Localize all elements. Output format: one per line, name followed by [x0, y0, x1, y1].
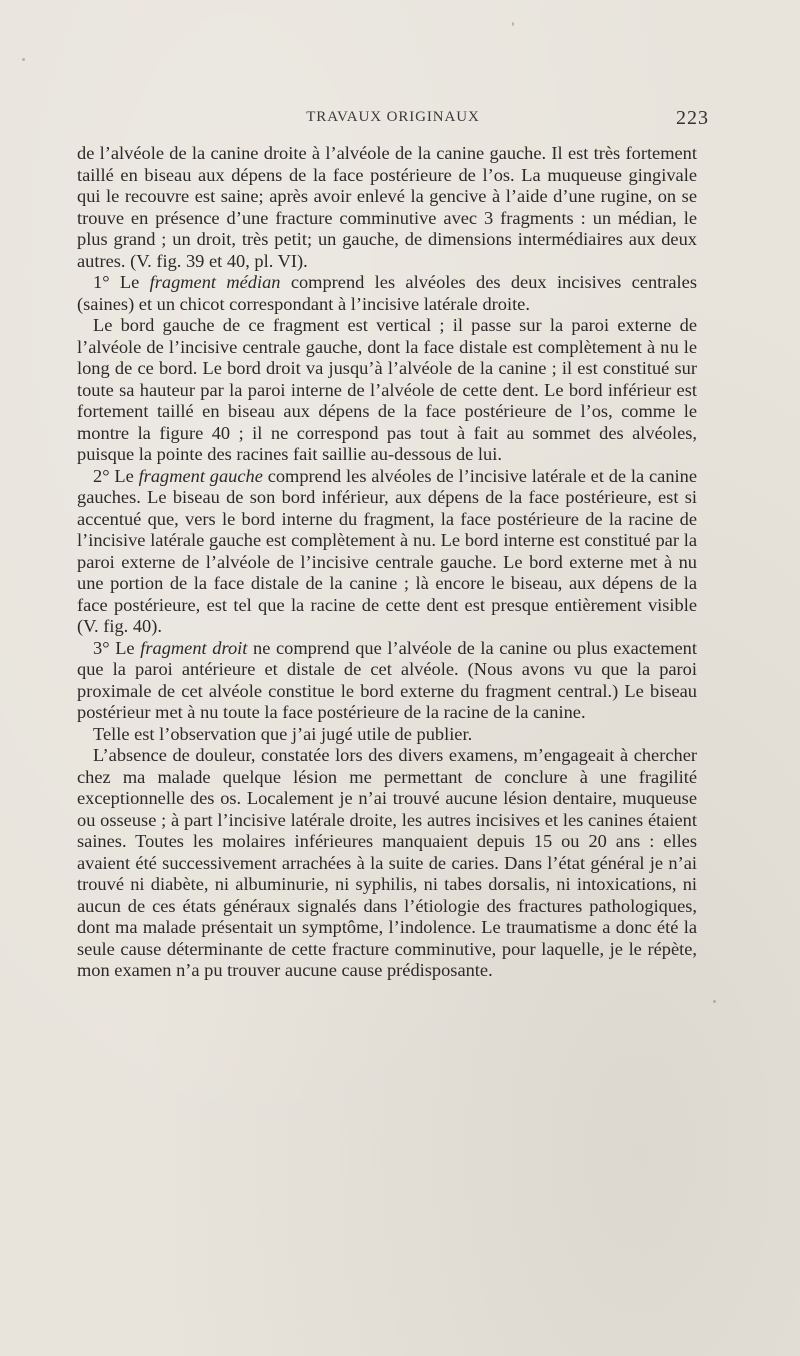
- paragraph-fragment-gauche: [77, 466, 697, 638]
- running-title: TRAVAUX ORIGINAUX: [306, 109, 480, 125]
- paragraph-fragment-droit: [77, 638, 697, 724]
- paper-speck: [22, 58, 25, 61]
- paragraph-text: L’absence de douleur, constatée lors des divers examens, m’engageait à chercher chez ma malade quelque lésion me permettant de conclure à une fragilité exceptionnelle des os. Localement je n’ai trouvé aucune lésion dentaire, muqueuse ou osseuse ; à part l’incisive latérale droite, les autres incisives et les canines étaient saines. Toutes les molaires inférieures manquaient depuis 15 ou 20 ans : elles avaient été successivement arrachées à la suite de caries. Dans l’état général je n’ai trouvé ni diabète, ni albuminurie, ni syphilis, ni tabes dorsalis, ni intoxications, ni aucun de ces états généraux signalés dans l’étiologie des fractures pathologiques, dont ma malade présentait un symptôme, l’indolence. Le traumatisme a donc été la seule cause déterminante de cette fracture comminutive, pour laquelle, je le répète, mon examen n’a pu trouver aucune cause prédisposante.: [77, 745, 697, 980]
- paragraph-text: de l’alvéole de la canine droite à l’alvéole de la canine gauche. Il est très fortement taillé en biseau aux dépens de la face postérieure de l’os. La muqueuse gingivale qui le recouvre est saine; après avoir enlevé la gencive à l’aide d’une rugine, on se trouve en présence d’une fracture comminutive avec 3 fragments : un médian, le plus grand ; un droit, très petit; un gauche, de dimensions intermédiaires aux deux autres. (V. fig. 39 et 40, pl. VI).: [77, 143, 697, 271]
- paper-speck: [512, 22, 514, 26]
- list-marker: 3° Le: [93, 637, 141, 658]
- list-marker: 2° Le: [93, 465, 139, 486]
- page-number: 223: [676, 107, 709, 129]
- body-text: [77, 143, 697, 982]
- fragment-term: fragment gauche: [138, 465, 263, 486]
- paragraph-conclusion: [77, 745, 697, 982]
- paragraph-fragment-median: [77, 272, 697, 315]
- fragment-term: fragment droit: [140, 637, 248, 658]
- paper-speck: [713, 1000, 716, 1003]
- paragraph-text: Le bord gauche de ce fragment est vertical ; il passe sur la paroi externe de l’alvéole de l’incisive centrale gauche, dont la face distale est complètement à nu le long de ce bord. Le bord droit va jusqu’à l’alvéole de la canine ; il est constitué sur toute sa hauteur par la paroi interne de l’alvéole de cette dent. Le bord inférieur est fortement taillé en biseau aux dépens de la face postérieure de l’os, comme le montre la figure 40 ; il ne correspond pas tout à fait au sommet des alvéoles, puisque la pointe des racines fait saillie au-dessous de lui.: [77, 315, 697, 464]
- paragraph-text: ne comprend que l’alvéole de la canine ou plus exactement que la paroi antérieure et distale de cet alvéole. (Nous avons vu que la paroi proximale de cet alvéole constitue le bord externe du fragment central.) Le biseau postérieur met à nu toute la face postérieure de la racine de la canine.: [77, 637, 697, 722]
- paragraph-text: Telle est l’observation que j’ai jugé utile de publier.: [93, 723, 473, 744]
- paragraph-continued: [77, 143, 697, 272]
- paragraph-observation: [77, 724, 697, 746]
- paragraph-text: comprend les alvéoles de l’incisive latérale et de la canine gauches. Le biseau de son bord inférieur, aux dépens de la face postérieure, est si accentué que, vers le bord interne du fragment, la face postérieure de la racine de l’incisive latérale gauche est complètement à nu. Le bord interne est constitué par la paroi externe de l’alvéole de l’incisive centrale gauche. Le bord externe met à nu une portion de la face distale de la canine ; là encore le biseau, aux dépens de la face postérieure, est tel que la racine de cette dent est presque entièrement visible (V. fig. 40).: [77, 465, 697, 636]
- paragraph-median-borders: [77, 315, 697, 466]
- list-marker: 1° Le: [93, 272, 150, 292]
- paragraph-text: comprend les alvéoles des deux incisives centrales (saines) et un chicot correspondant à l’incisive latérale droite.: [77, 272, 697, 314]
- fragment-term: fragment médian: [149, 272, 281, 292]
- running-head: [77, 107, 709, 133]
